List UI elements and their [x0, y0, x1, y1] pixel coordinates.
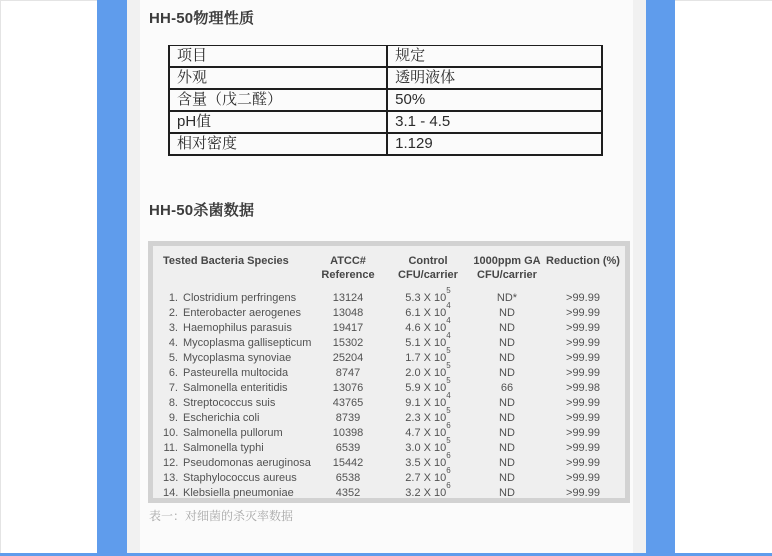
bacteria-data-table: [158, 250, 620, 501]
table-row: [169, 133, 602, 155]
control-cfu-value: 2.3 X $10^5$: [405, 406, 451, 424]
left-hairline: [0, 0, 1, 556]
reduction-value: >99.99: [566, 442, 600, 454]
spec-cell-value: 1.129: [387, 133, 602, 155]
ga-cfu-value: ND: [499, 367, 515, 379]
ga-cfu-value: ND: [499, 307, 515, 319]
reduction-value: >99.99: [566, 487, 600, 499]
physical-properties-table: [168, 45, 603, 156]
control-cfu-value: 2.0 X $10^5$: [405, 361, 451, 379]
reduction-value: >99.99: [566, 367, 600, 379]
atcc-value: 15442: [332, 457, 364, 469]
spec-cell-value: 3.1 - 4.5: [387, 111, 602, 133]
atcc-value: 43765: [332, 397, 364, 409]
atcc-value: 13124: [332, 292, 364, 304]
spec-cell-item: 含量（戊二醛）: [169, 89, 387, 111]
species-name: Streptococcus suis: [183, 397, 276, 409]
reduction-value: >99.99: [566, 322, 600, 334]
table-row: 7. Salmonella enteritidis 13076 5.9 X $10^5$ 66 >99.98: [158, 381, 620, 396]
species-name: Mycoplasma synoviae: [183, 352, 292, 364]
table-row: 11. Salmonella typhi 6539 3.0 X $10^5$ ND >99.99: [158, 441, 620, 456]
control-cfu-value: 3.5 X $10^6$: [405, 451, 451, 469]
control-cfu-value: 4.6 X $10^4$: [405, 316, 451, 334]
ga-cfu-value: ND: [499, 487, 515, 499]
species-name: Enterobacter aerogenes: [183, 307, 302, 319]
atcc-value: 8739: [335, 412, 361, 424]
table-row: 6. Pasteurella multocida 8747 2.0 X $10^5$ ND >99.99: [158, 366, 620, 381]
control-cfu-value: 1.7 X $10^5$: [405, 346, 451, 364]
table-row: 13. Staphylococcus aureus 6538 2.7 X $10^6$ ND >99.99: [158, 471, 620, 486]
table-row: 12. Pseudomonas aeruginosa 15442 3.5 X $10^6$ ND >99.99: [158, 456, 620, 471]
species-name: Klebsiella pneumoniae: [183, 487, 294, 499]
section-title-bactericidal-data: HH-50杀菌数据: [149, 202, 255, 219]
reduction-value: >99.99: [566, 472, 600, 484]
table-row: [169, 111, 602, 133]
ga-cfu-value: 66: [500, 382, 514, 394]
table-row: 5. Mycoplasma synoviae 25204 1.7 X $10^5$ ND >99.99: [158, 351, 620, 366]
reduction-value: >99.99: [566, 292, 600, 304]
control-cfu-value: 9.1 X $10^4$: [405, 391, 451, 409]
table-row: 9. Escherichia coli 8739 2.3 X $10^5$ ND >99.99: [158, 411, 620, 426]
ga-cfu-value: ND: [499, 442, 515, 454]
table-row: 4. Mycoplasma gallisepticum 15302 5.1 X $10^4$ ND >99.99: [158, 336, 620, 351]
left-gutter-strip: [127, 0, 140, 556]
reduction-value: >99.99: [566, 337, 600, 349]
species-name: Pasteurella multocida: [183, 367, 289, 379]
spec-cell-value: 透明液体: [387, 67, 602, 89]
header-species: Tested Bacteria Species: [163, 255, 289, 267]
spec-cell-item: 项目: [169, 46, 387, 68]
atcc-value: 6539: [335, 442, 361, 454]
table-row: 14. Klebsiella pneumoniae 4352 3.2 X $10^6$ ND >99.99: [158, 486, 620, 501]
atcc-value: 19417: [332, 322, 364, 334]
reduction-value: >99.99: [566, 397, 600, 409]
species-name: Pseudomonas aeruginosa: [183, 457, 311, 469]
table-row: 8. Streptococcus suis 43765 9.1 X $10^4$ ND >99.99: [158, 396, 620, 411]
spec-cell-item: pH值: [169, 111, 387, 133]
atcc-value: 13076: [332, 382, 364, 394]
table-row: 1. Clostridium perfringens 13124 5.3 X $10^5$ ND* >99.99: [158, 291, 620, 306]
spec-cell-value: 规定: [387, 46, 602, 68]
table-row: [169, 67, 602, 89]
atcc-value: 6538: [335, 472, 361, 484]
atcc-value: 25204: [332, 352, 364, 364]
spec-cell-item: 相对密度: [169, 133, 387, 155]
control-cfu-value: 5.3 X $10^5$: [405, 286, 451, 304]
header-atcc: ATCC# Reference: [321, 255, 375, 281]
species-name: Staphylococcus aureus: [183, 472, 297, 484]
reduction-value: >99.98: [566, 382, 600, 394]
ga-cfu-value: ND: [499, 427, 515, 439]
control-cfu-value: 6.1 X $10^4$: [405, 301, 451, 319]
table-row: 2. Enterobacter aerogenes 13048 6.1 X $10^4$ ND >99.99: [158, 306, 620, 321]
header-reduction: Reduction (%): [546, 255, 620, 267]
species-name: Salmonella typhi: [183, 442, 264, 454]
control-cfu-value: 2.7 X $10^6$: [405, 466, 451, 484]
control-cfu-value: 3.0 X $10^5$: [405, 436, 451, 454]
spec-cell-item: 外观: [169, 67, 387, 89]
right-gutter-strip: [633, 0, 646, 556]
control-cfu-value: 5.9 X $10^5$: [405, 376, 451, 394]
ga-cfu-value: ND: [499, 457, 515, 469]
control-cfu-value: 4.7 X $10^6$: [405, 421, 451, 439]
bactericidal-data-image: [148, 241, 630, 503]
spec-cell-value: 50%: [387, 89, 602, 111]
species-name: Salmonella pullorum: [183, 427, 283, 439]
bactericidal-data-inner: [153, 246, 625, 498]
table-row: [169, 89, 602, 111]
section-title-physical-properties: HH-50物理性质: [149, 10, 255, 27]
table-row: [169, 46, 602, 68]
atcc-value: 8747: [335, 367, 361, 379]
ga-cfu-value: ND: [499, 322, 515, 334]
species-name: Clostridium perfringens: [183, 292, 297, 304]
atcc-value: 15302: [332, 337, 364, 349]
ga-cfu-value: ND: [499, 337, 515, 349]
ga-cfu-value: ND: [499, 397, 515, 409]
right-accent-bar: [646, 0, 675, 556]
table-caption: 表一：对细菌的杀灭率数据: [149, 509, 294, 523]
reduction-value: >99.99: [566, 352, 600, 364]
reduction-value: >99.99: [566, 307, 600, 319]
atcc-value: 4352: [335, 487, 361, 499]
content-column: [140, 0, 633, 556]
reduction-value: >99.99: [566, 427, 600, 439]
table-row: 10. Salmonella pullorum 10398 4.7 X $10^6$ ND >99.99: [158, 426, 620, 441]
header-control: Control CFU/carrier: [398, 255, 458, 281]
control-cfu-value: 3.2 X $10^6$: [405, 481, 451, 499]
control-cfu-value: 5.1 X $10^4$: [405, 331, 451, 349]
species-name: Escherichia coli: [183, 412, 260, 424]
table-row: 3. Haemophilus parasuis 19417 4.6 X $10^4$ ND >99.99: [158, 321, 620, 336]
species-name: Salmonella enteritidis: [183, 382, 288, 394]
ga-cfu-value: ND: [499, 472, 515, 484]
ga-cfu-value: ND: [499, 352, 515, 364]
atcc-value: 13048: [332, 307, 364, 319]
species-name: Haemophilus parasuis: [183, 322, 292, 334]
ga-cfu-value: ND: [499, 412, 515, 424]
atcc-value: 10398: [332, 427, 364, 439]
table-header-row: [158, 250, 620, 291]
species-name: Mycoplasma gallisepticum: [183, 337, 312, 349]
header-1000ppm-ga: 1000ppm GA CFU/carrier: [473, 255, 541, 281]
reduction-value: >99.99: [566, 457, 600, 469]
reduction-value: >99.99: [566, 412, 600, 424]
ga-cfu-value: ND*: [496, 292, 518, 304]
left-accent-bar: [97, 0, 127, 556]
